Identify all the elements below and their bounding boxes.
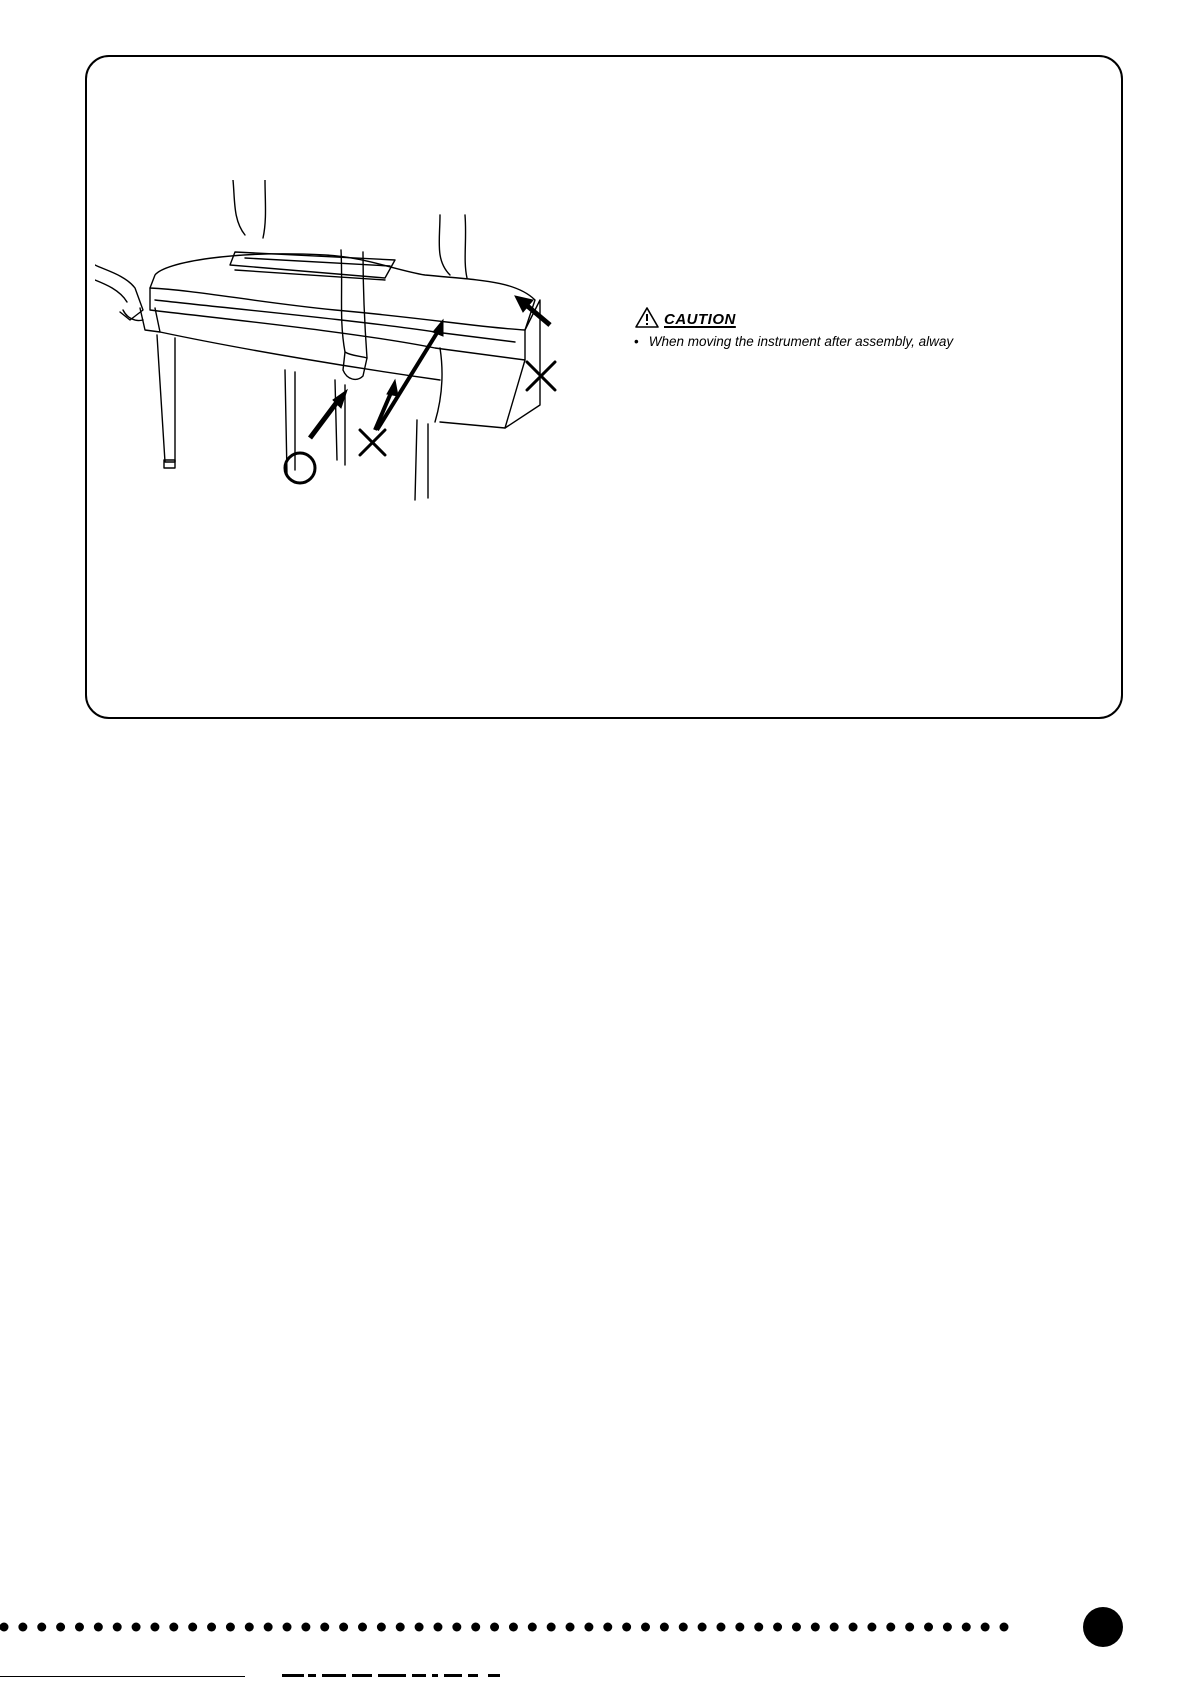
footer-dot <box>547 1623 556 1632</box>
footer-dot <box>679 1623 688 1632</box>
footer-dot <box>603 1623 612 1632</box>
caution-item <box>634 333 1074 351</box>
circle-ok-icon <box>285 453 315 483</box>
footer-dot <box>566 1623 575 1632</box>
footer-dot <box>415 1623 424 1632</box>
footer-dot <box>433 1623 442 1632</box>
footer-dot <box>75 1623 84 1632</box>
footer-dot <box>830 1623 839 1632</box>
footer-dot <box>886 1623 895 1632</box>
footer-dot <box>169 1623 178 1632</box>
footer-dot <box>245 1623 254 1632</box>
footer-dot <box>377 1623 386 1632</box>
footer-dot <box>792 1623 801 1632</box>
footer-dot <box>811 1623 820 1632</box>
caution-note <box>634 303 1074 351</box>
cross-ng-icon <box>527 362 555 390</box>
footer-dot <box>924 1623 933 1632</box>
footer-dot <box>56 1623 65 1632</box>
caution-title: CAUTION <box>664 311 736 328</box>
footer-dot <box>226 1623 235 1632</box>
footer-dot <box>773 1623 782 1632</box>
footer-dot <box>528 1623 537 1632</box>
footer-dot <box>943 1623 952 1632</box>
moving-piano-illustration <box>95 180 615 540</box>
footer-dot <box>188 1623 197 1632</box>
footer-dot <box>641 1623 650 1632</box>
footer-dot <box>150 1623 159 1632</box>
cross-ng-icon <box>360 430 385 455</box>
footer-dot <box>452 1623 461 1632</box>
footer-dot <box>301 1623 310 1632</box>
footer-dot <box>905 1623 914 1632</box>
footer-dot <box>207 1623 216 1632</box>
footer-dot <box>509 1623 518 1632</box>
footer-dot <box>754 1623 763 1632</box>
caution-text: When moving the instrument after assembly, alway <box>648 334 954 349</box>
footer-dot <box>132 1623 141 1632</box>
footer-dot-row <box>0 1619 1010 1635</box>
footer-dot <box>0 1623 9 1632</box>
footer-dot <box>867 1623 876 1632</box>
footer-dot <box>698 1623 707 1632</box>
footer-dot <box>962 1623 971 1632</box>
footer-dot <box>981 1623 990 1632</box>
footer-dot <box>113 1623 122 1632</box>
page-marker <box>1083 1607 1123 1647</box>
footer-dot <box>264 1623 273 1632</box>
footer-dot <box>358 1623 367 1632</box>
footer-dot <box>94 1623 103 1632</box>
footer-dot <box>283 1623 292 1632</box>
footer-dot <box>716 1623 725 1632</box>
warning-triangle-icon <box>634 306 660 329</box>
footer-dot <box>18 1623 27 1632</box>
bottom-rule <box>0 1676 245 1677</box>
caution-heading <box>634 303 1074 329</box>
footer-dot <box>1000 1623 1009 1632</box>
footer-dot <box>735 1623 744 1632</box>
footer-dot <box>849 1623 858 1632</box>
footer-dot <box>471 1623 480 1632</box>
footer-dot <box>37 1623 46 1632</box>
footer-dot <box>339 1623 348 1632</box>
footer-dot <box>622 1623 631 1632</box>
footer-dot <box>490 1623 499 1632</box>
footer-dot <box>660 1623 669 1632</box>
footer-dot <box>320 1623 329 1632</box>
bullet: • <box>634 334 639 349</box>
footer-dot <box>584 1623 593 1632</box>
footer-dot <box>396 1623 405 1632</box>
bottom-print-marks <box>282 1673 532 1679</box>
